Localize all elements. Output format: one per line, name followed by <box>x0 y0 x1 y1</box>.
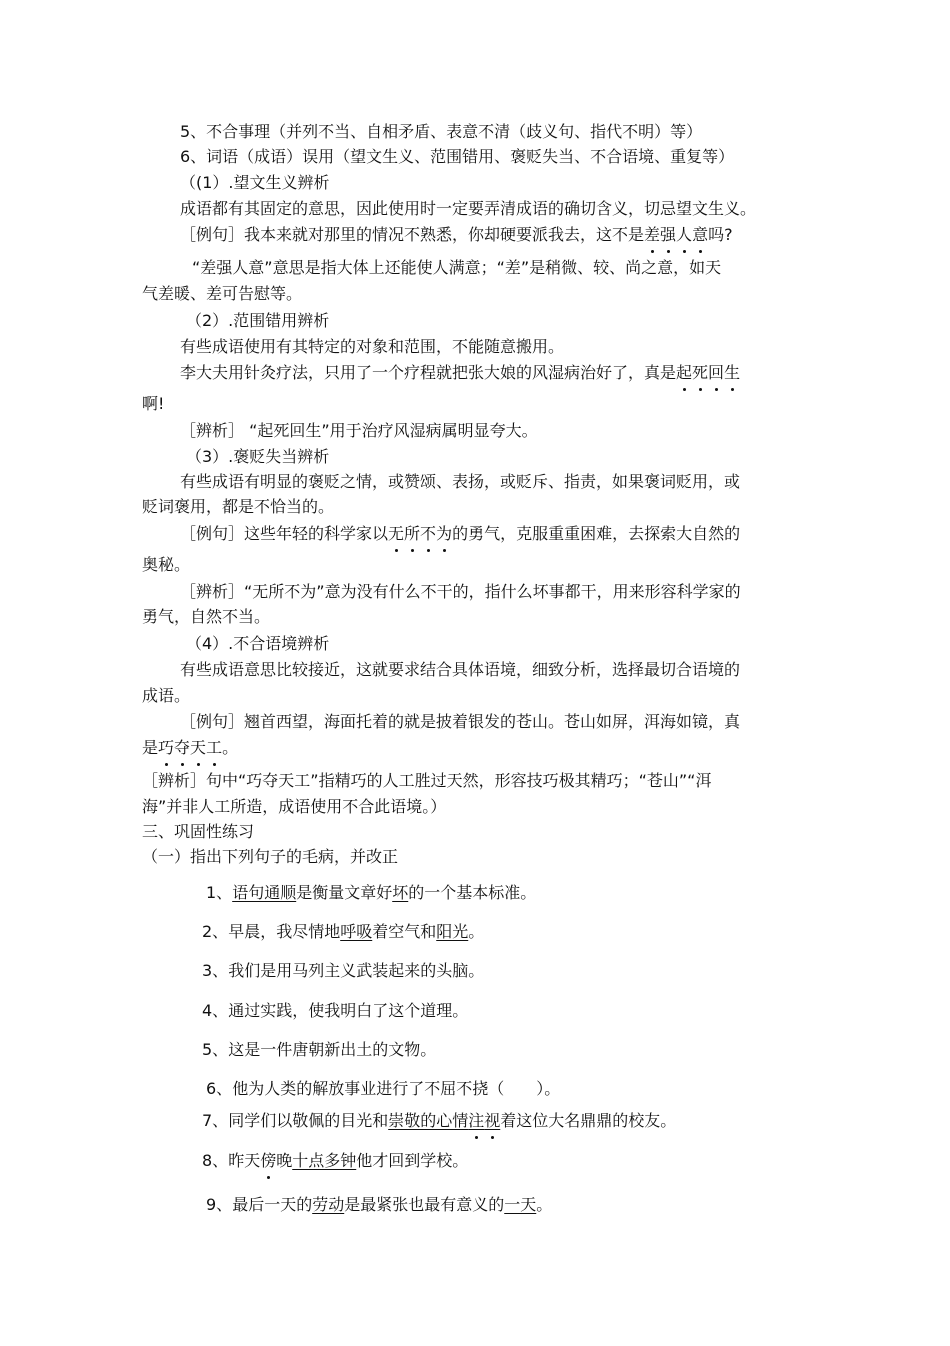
section-heading: 三、巩固性练习 <box>142 822 255 841</box>
exercise-number: 5、 <box>202 1040 229 1059</box>
underlined-text: 崇敬的心情 <box>388 1111 469 1130</box>
underlined-text: 坏 <box>392 883 409 902</box>
emphasis-char: 巧 <box>158 738 175 757</box>
emphasis-char: 强 <box>660 225 677 244</box>
underlined-text: 十点多钟 <box>292 1151 357 1170</box>
emphasis-char: 夺 <box>174 738 191 757</box>
emphasis-char: 意 <box>692 225 709 244</box>
section-heading: （3）.褒贬失当辨析 <box>186 447 330 466</box>
text-line: 贬词褒用，都是不恰当的。 <box>142 497 335 516</box>
text-segment: 李大夫用针灸疗法，只用了一个疗程就把张大娘的风湿病治好了，真是 <box>180 363 677 382</box>
emphasis-char: 无 <box>388 524 405 543</box>
analysis-line: ［辨析］句中“巧夺天工”指精巧的人工胜过天然，形容技巧极其精巧；“苍山”“洱 <box>142 771 712 790</box>
exercise-item <box>206 1079 560 1099</box>
emphasis-char: 生 <box>724 363 741 382</box>
text-segment: 是 <box>142 738 159 757</box>
text-segment: 。 <box>536 1195 553 1214</box>
exercise-number: 9、 <box>206 1195 233 1214</box>
underlined-text: 语句通顺 <box>232 883 297 902</box>
example-line: ［例句］翘首西望，海面托着的就是披着银发的苍山。苍山如屏，洱海如镜，真 <box>180 712 741 731</box>
emphasis-char: 起 <box>676 363 693 382</box>
emphasis-char: 人 <box>676 225 693 244</box>
section-heading: （(1）.望文生义辨析 <box>180 173 330 192</box>
emphasis-char: 视 <box>484 1111 501 1130</box>
text-line: 气差暖、差可告慰等。 <box>142 284 303 303</box>
text-line: 海”并非人工所造，成语使用不合此语境。） <box>142 797 447 816</box>
text-line: 有些成语使用有其特定的对象和范围，不能随意搬用。 <box>180 337 565 356</box>
text-segment: 最后一天的 <box>232 1195 313 1214</box>
text-segment: 同学们以敬佩的目光和 <box>228 1111 389 1130</box>
emphasis-char: 回 <box>708 363 725 382</box>
exercise-item <box>202 1111 676 1131</box>
exercise-item <box>202 922 484 942</box>
underlined-text: 劳动 <box>312 1195 345 1214</box>
exercise-number: 2、 <box>202 922 229 941</box>
exercise-item <box>202 1040 436 1060</box>
text-line: 成语。 <box>142 686 191 705</box>
text-segment: ［例句］我本来就对那里的情况不熟悉，你却硬要派我去，这不是 <box>180 225 645 244</box>
example-line <box>180 225 733 245</box>
exercise-item <box>202 1151 468 1171</box>
text-segment: 他才回到学校。 <box>356 1151 469 1170</box>
exercise-number: 7、 <box>202 1111 229 1130</box>
text-segment: 晚 <box>276 1151 293 1170</box>
underlined-text: 阳光 <box>436 922 469 941</box>
text-segment: 。 <box>468 922 485 941</box>
exercise-number: 8、 <box>202 1151 229 1170</box>
emphasis-char: 差 <box>644 225 661 244</box>
emphasis-char: 所 <box>404 524 421 543</box>
example-line <box>180 363 740 383</box>
analysis-line: ［辨析］ “起死回生”用于治疗风湿病属明显夸大。 <box>180 421 538 440</box>
text-line: 成语都有其固定的意思，因此使用时一定要弄清成语的确切含义，切忌望文生义。 <box>180 199 757 218</box>
exercise-item <box>202 961 484 981</box>
example-line <box>180 524 740 544</box>
emphasis-char: 工 <box>206 738 223 757</box>
text-segment: ［例句］这些年轻的科学家以 <box>180 524 389 543</box>
emphasis-char: 为 <box>436 524 453 543</box>
text-segment: 的勇气，克服重重困难，去探索大自然的 <box>452 524 741 543</box>
exercise-number: 4、 <box>202 1001 229 1020</box>
section-heading: （一）指出下列句子的毛病，并改正 <box>142 847 399 866</box>
exercise-number: 3、 <box>202 961 229 980</box>
text-line: “差强人意”意思是指大体上还能使人满意；“差”是稍微、较、尚之意，如天 <box>192 258 722 277</box>
text-segment: 着这位大名鼎鼎的校友。 <box>500 1111 677 1130</box>
analysis-line: ［辨析］“无所不为”意为没有什么不干的，指什么坏事都干，用来形容科学家的 <box>180 582 741 601</box>
exercise-item <box>206 1195 552 1215</box>
text-segment: 是衡量文章好 <box>296 883 393 902</box>
text-segment: 昨天 <box>228 1151 261 1170</box>
text-line: 奥秘。 <box>142 555 191 574</box>
text-segment: 是最紧张也最有意义的 <box>344 1195 505 1214</box>
exercise-item <box>206 883 536 903</box>
text-line: 啊! <box>142 394 165 413</box>
text-segment: 着空气和 <box>372 922 437 941</box>
emphasis-char: 傍 <box>260 1151 277 1170</box>
text-segment: 我们是用马列主义武装起来的头脑。 <box>228 961 485 980</box>
underlined-text: 呼吸 <box>340 922 373 941</box>
text-segment: 的一个基本标准。 <box>408 883 537 902</box>
text-line: 勇气，自然不当。 <box>142 607 271 626</box>
text-line: 5、不合事理（并列不当、自相矛盾、表意不清（歧义句、指代不明）等） <box>180 122 703 141</box>
section-heading: （4）.不合语境辨析 <box>186 634 330 653</box>
text-line: 有些成语有明显的褒贬之情，或赞颂、表扬，或贬斥、指责，如果褒词贬用，或 <box>180 472 741 491</box>
emphasis-char: 注 <box>468 1111 485 1130</box>
emphasis-char: 死 <box>692 363 709 382</box>
exercise-item <box>202 1001 468 1021</box>
example-line <box>142 738 238 758</box>
underlined-text: 一天 <box>504 1195 537 1214</box>
text-segment: 这是一件唐朝新出土的文物。 <box>228 1040 437 1059</box>
emphasis-char: 天 <box>190 738 207 757</box>
text-segment: 吗? <box>708 225 733 244</box>
text-line: 有些成语意思比较接近，这就要求结合具体语境，细致分析，选择最切合语境的 <box>180 660 741 679</box>
text-segment: 他为人类的解放事业进行了不屈不挠（ ）。 <box>232 1079 561 1098</box>
exercise-number: 6、 <box>206 1079 233 1098</box>
text-segment: 通过实践，使我明白了这个道理。 <box>228 1001 469 1020</box>
exercise-number: 1、 <box>206 883 233 902</box>
text-line: 6、词语（成语）误用（望文生义、范围错用、褒贬失当、不合语境、重复等） <box>180 147 735 166</box>
text-segment: 。 <box>222 738 239 757</box>
emphasis-char: 不 <box>420 524 437 543</box>
section-heading: （2）.范围错用辨析 <box>186 311 330 330</box>
text-segment: 早晨，我尽情地 <box>228 922 341 941</box>
